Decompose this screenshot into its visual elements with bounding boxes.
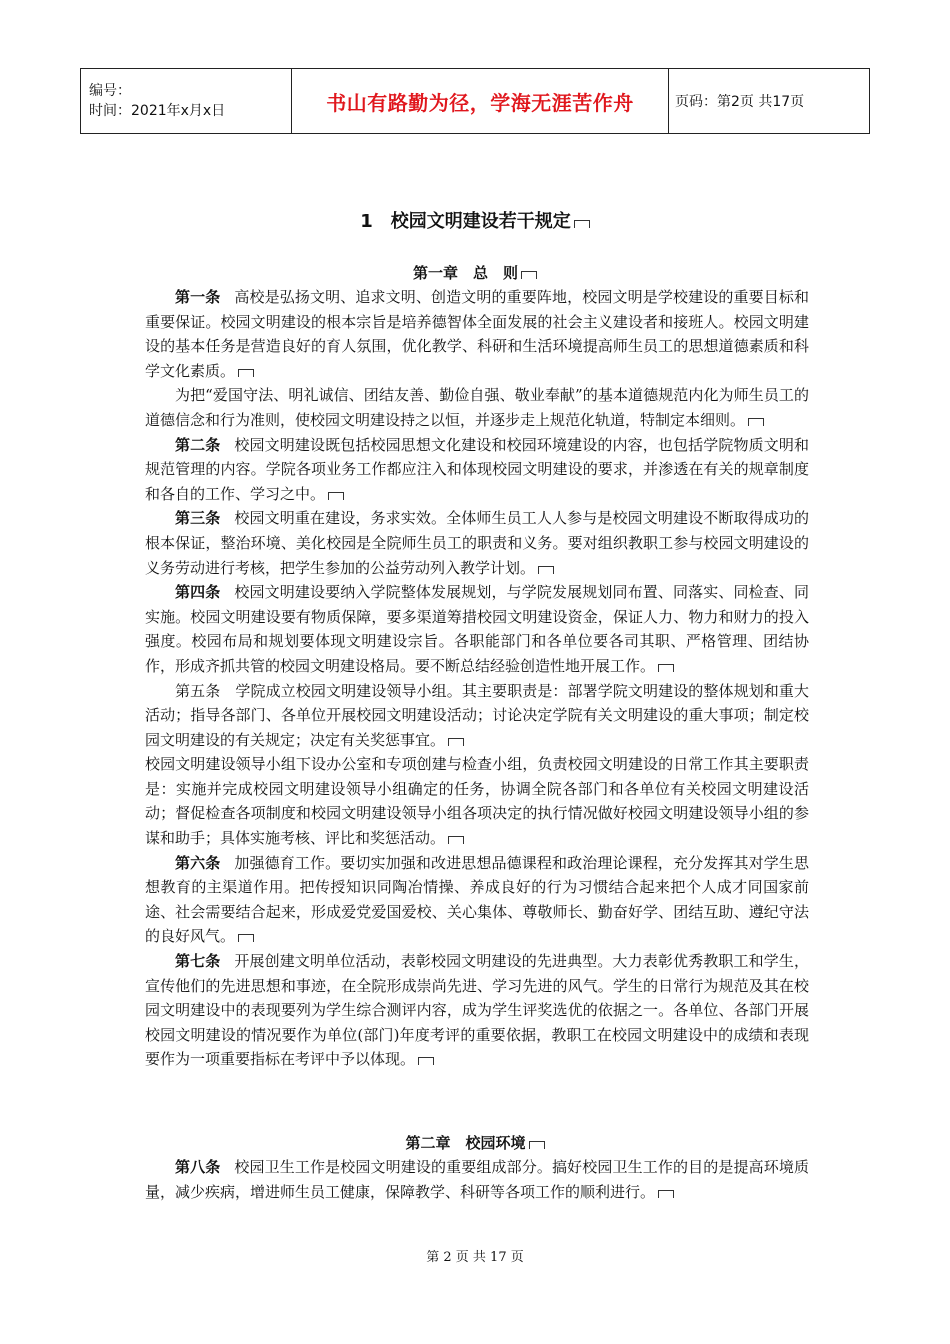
paragraph-mark-icon xyxy=(574,220,590,228)
article-text: 第五条 学院成立校园文明建设领导小组。其主要职责是：部署学院文明建设的整体规划和重大活动；指导各部门、各单位开展校园文明建设活动；讨论决定学院有关文明建设的重大事项；制定校园文明建设的有关规定；决定有关奖惩事宜。 xyxy=(145,681,809,749)
article-paragraph xyxy=(145,752,809,850)
chapter-1-body xyxy=(145,285,809,1072)
article-paragraph xyxy=(145,285,809,383)
document-title xyxy=(0,207,950,233)
article-number: 第六条 xyxy=(175,853,221,872)
paragraph-mark-icon xyxy=(521,271,537,279)
paragraph-mark-icon xyxy=(448,836,464,844)
paragraph-mark-icon xyxy=(238,934,254,942)
document-title-text: 1 校园文明建设若干规定 xyxy=(360,211,571,232)
paragraph-mark-icon xyxy=(538,566,554,574)
number-label: 编号： xyxy=(89,83,131,99)
chapter-heading-1 xyxy=(0,262,950,283)
paragraph-mark-icon xyxy=(328,492,344,500)
chapter-heading-1-text: 第一章 总 则 xyxy=(412,264,518,282)
article-paragraph xyxy=(145,506,809,580)
article-text: 校园卫生工作是校园文明建设的重要组成部分。搞好校园卫生工作的目的是提高环境质量，减少疾病，增进师生员工健康，保障教学、科研等各项工作的顺利进行。 xyxy=(145,1158,809,1201)
date-label: 时间：2021年x月x日 xyxy=(89,103,226,119)
article-text: 高校是弘扬文明、追求文明、创造文明的重要阵地，校园文明是学校建设的重要目标和重要保证。校园文明建设的根本宗旨是培养德智体全面发展的社会主义建设者和接班人。校园文明建设的基本任务是营造良好的育人氛围，优化教学、科研和生活环境提高师生员工的思想道德素质和科学文化素质。 xyxy=(145,288,809,380)
paragraph-mark-icon xyxy=(448,738,464,746)
article-text: 校园文明重在建设，务求实效。全体师生员工人人参与是校园文明建设不断取得成功的根本保证，整治环境、美化校园是全院师生员工的职责和义务。要对组织教职工参与校园文明建设的义务劳动进行考核，把学生参加的公益劳动列入教学计划。 xyxy=(145,509,809,577)
article-paragraph xyxy=(145,580,809,678)
paragraph-mark-icon xyxy=(748,418,764,426)
paragraph-mark-icon xyxy=(529,1141,545,1149)
article-number: 第七条 xyxy=(175,952,221,971)
paragraph-mark-icon xyxy=(238,369,254,377)
article-text: 校园文明建设既包括校园思想文化建设和校园环境建设的内容，也包括学院物质文明和规范管理的内容。学院各项业务工作都应注入和体现校园文明建设的要求，并渗透在有关的规章制度和各自的工作、学习之中。 xyxy=(145,435,809,503)
article-paragraph xyxy=(145,679,809,753)
article-text: 校园文明建设领导小组下设办公室和专项创建与检查小组，负责校园文明建设的日常工作其主要职责是：实施并完成校园文明建设领导小组确定的任务，协调全院各部门和各单位有关校园文明建设活动；督促检查各项制度和校园文明建设领导小组各项决定的执行情况做好校园文明建设领导小组的参谋和助手；具体实施考核、评比和奖惩活动。 xyxy=(145,755,809,848)
article-number: 第二条 xyxy=(175,435,221,454)
paragraph-mark-icon xyxy=(418,1057,434,1065)
paragraph-mark-icon xyxy=(658,1190,674,1198)
article-paragraph xyxy=(145,1155,809,1204)
article-paragraph xyxy=(145,949,809,1072)
header-motto: 书山有路勤为径，学海无涯苦作舟 xyxy=(292,69,669,134)
article-number: 第八条 xyxy=(175,1158,221,1176)
article-number: 第四条 xyxy=(175,583,221,602)
article-paragraph xyxy=(145,433,809,507)
article-paragraph xyxy=(145,383,809,432)
chapter-heading-2-text: 第二章 校园环境 xyxy=(405,1134,526,1152)
chapter-2-body xyxy=(145,1155,809,1204)
article-text: 开展创建文明单位活动，表彰校园文明建设的先进典型。大力表彰优秀教职工和学生，宣传他们的先进思想和事迹，在全院形成崇尚先进、学习先进的风气。学生的日常行为规范及其在校园文明建设中的表现要列为学生综合测评内容，成为学生评奖选优的依据之一。各单位、各部门开展校园文明建设的情况要作为单位(部门)年度考评的重要依据，教职工在校园文明建设中的成绩和表现要作为一项重要指标在考评中予以体现。 xyxy=(145,952,809,1069)
article-text: 加强德育工作。要切实加强和改进思想品德课程和政治理论课程，充分发挥其对学生思想教育的主渠道作用。把传授知识同陶冶情操、养成良好的行为习惯结合起来把个人成才同国家前途、社会需要结合起来，形成爱党爱国爱校、关心集体、尊敬师长、勤奋好学、团结互助、遵纪守法的良好风气。 xyxy=(145,853,809,946)
header-page-info: 页码：第2页 共17页 xyxy=(669,69,870,134)
page-footer: 第 2 页 共 17 页 xyxy=(426,1250,524,1265)
article-paragraph xyxy=(145,851,809,949)
article-number: 第三条 xyxy=(175,509,221,528)
article-text: 校园文明建设要纳入学院整体发展规划，与学院发展规划同布置、同落实、同检查、同实施。校园文明建设要有物质保障，要多渠道筹措校园文明建设资金，保证人力、物力和财力的投入强度。校园布局和规划要体现文明建设宗旨。各职能部门和各单位要各司其职、严格管理、团结协作，形成齐抓共管的校园文明建设格局。要不断总结经验创造性地开展工作。 xyxy=(145,583,809,675)
chapter-heading-2 xyxy=(0,1132,950,1153)
paragraph-mark-icon xyxy=(658,664,674,672)
article-number: 第一条 xyxy=(175,288,221,306)
article-text: 为把“爱国守法、明礼诚信、团结友善、勤俭自强、敬业奉献”的基本道德规范内化为师生员工的道德信念和行为准则，使校园文明建设持之以恒，并逐步走上规范化轨道，特制定本细则。 xyxy=(145,386,809,429)
header-table xyxy=(80,68,870,134)
header-meta xyxy=(81,69,292,134)
